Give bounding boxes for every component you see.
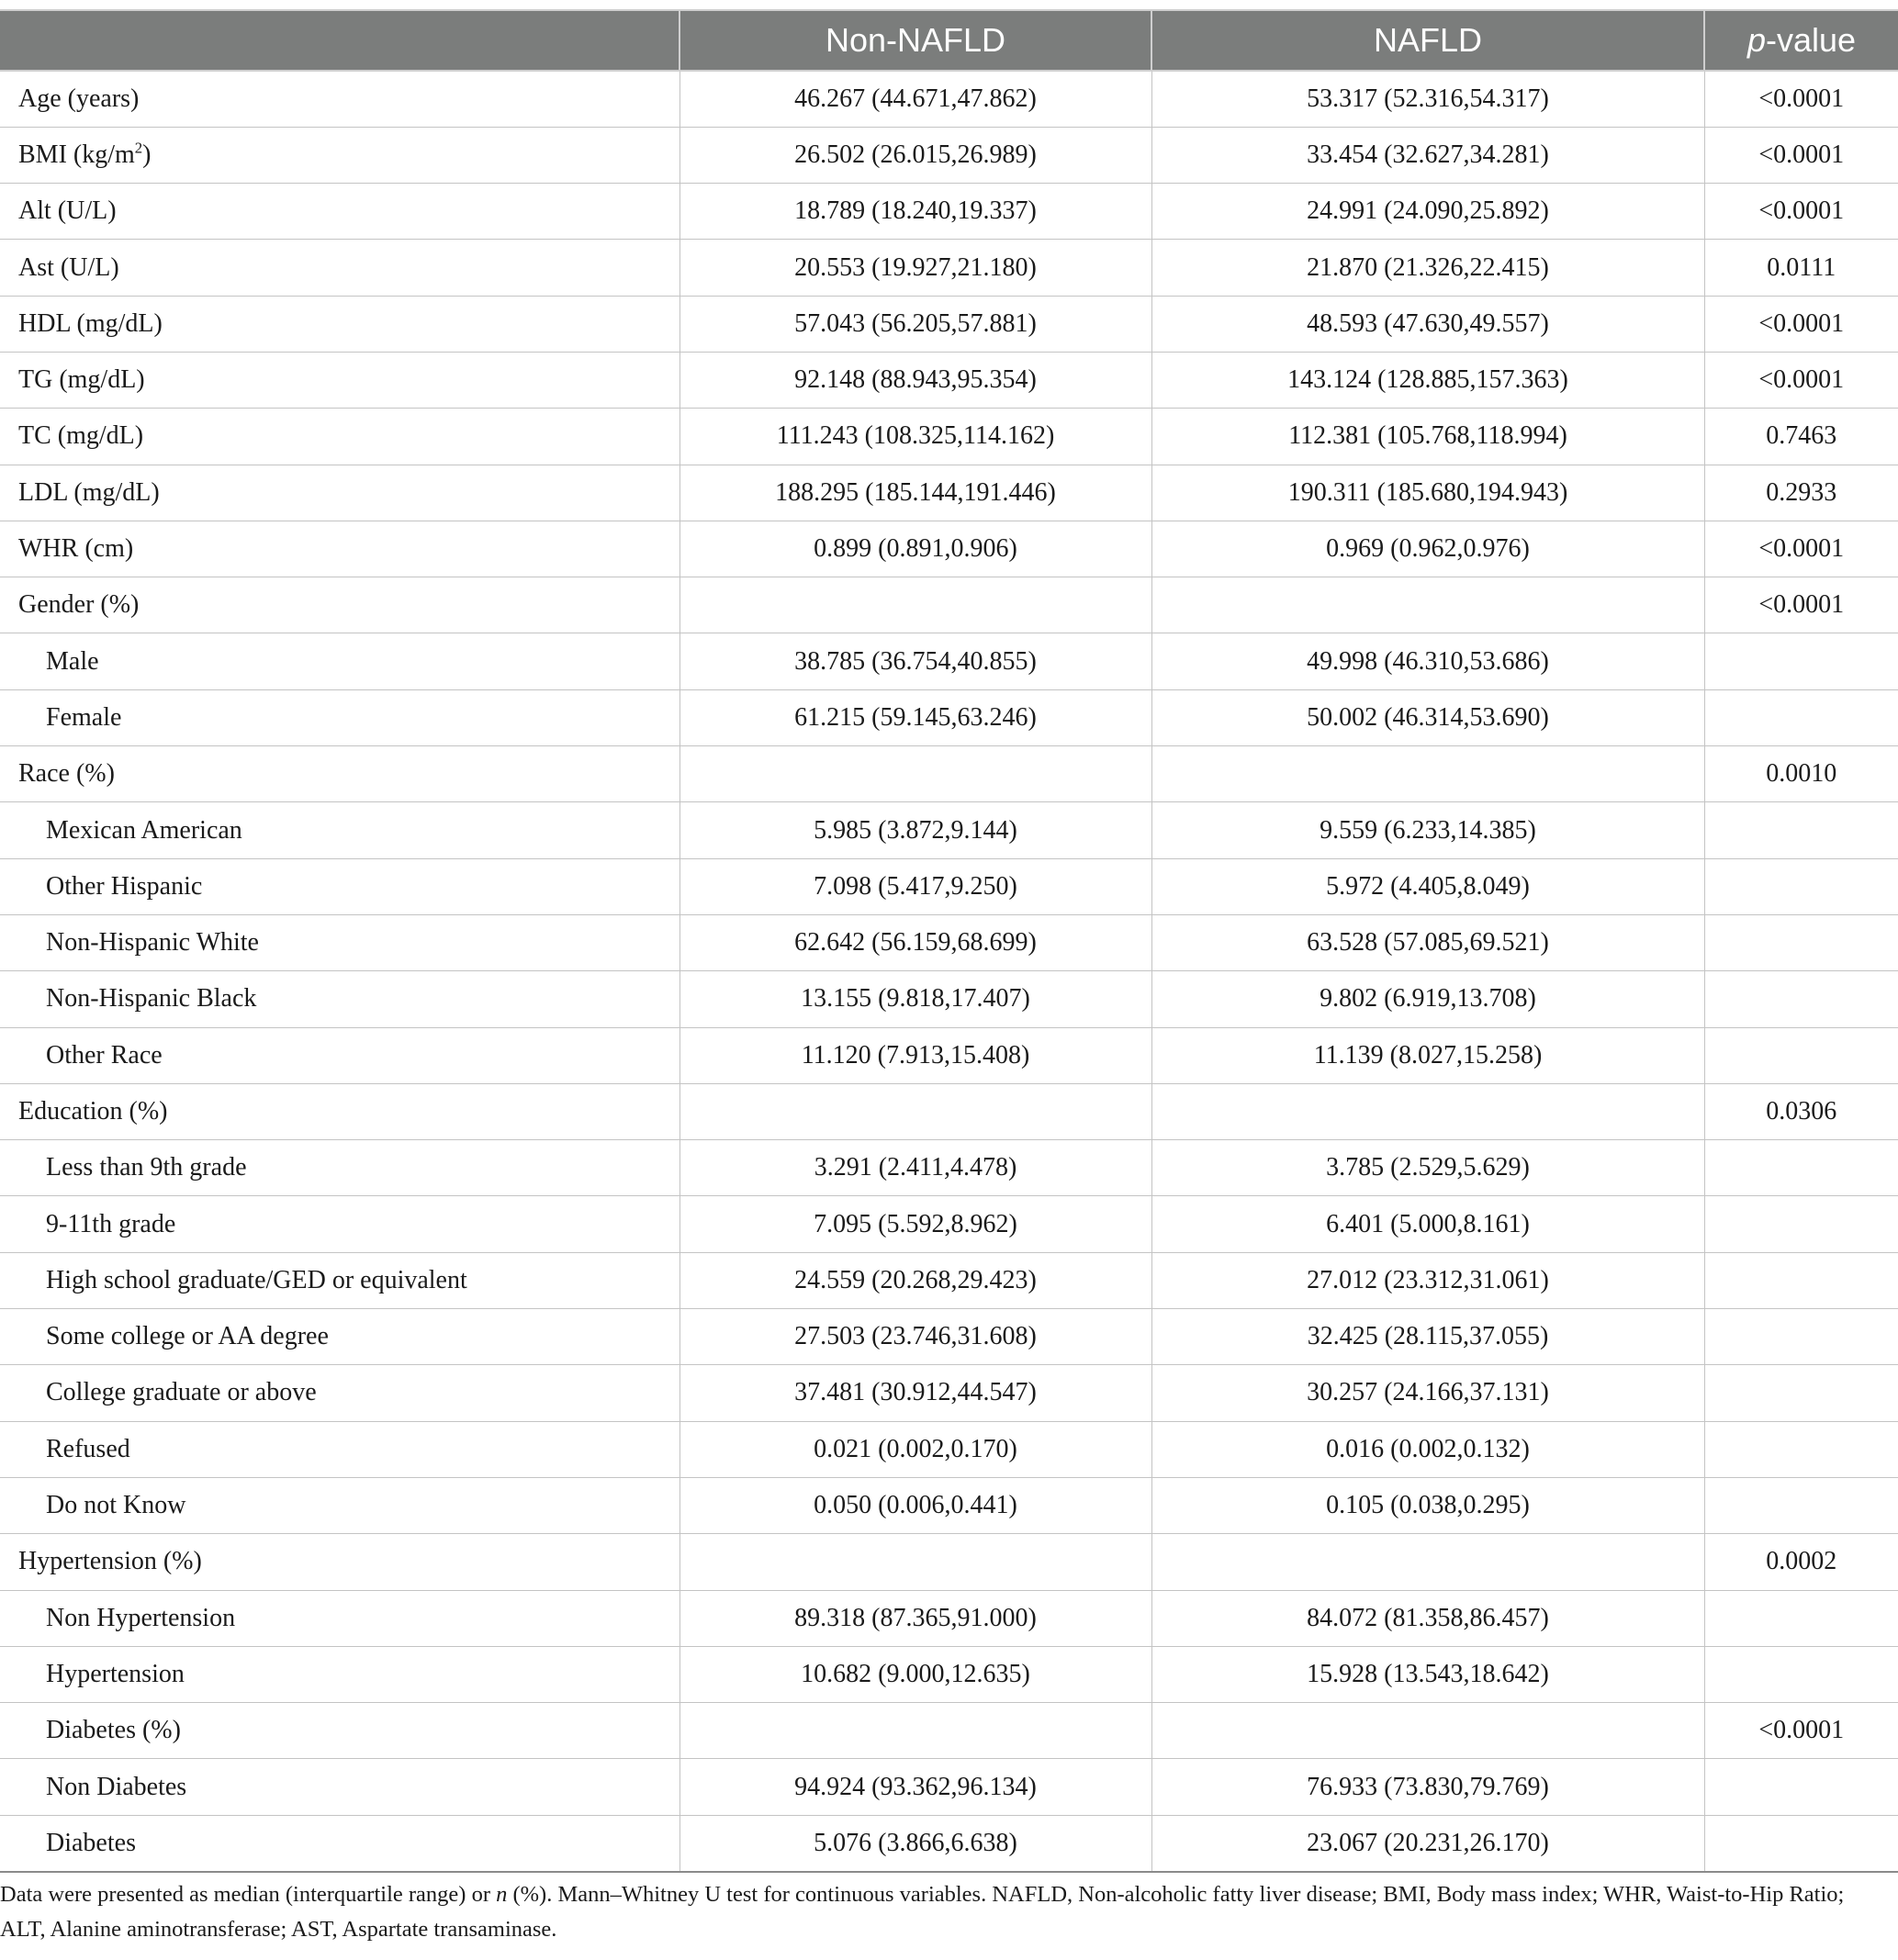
row-label: [0, 1027, 679, 1083]
data-table-container: [0, 9, 1898, 1873]
table-row: [0, 633, 1898, 689]
row-label-text: Ast (U/L): [18, 252, 119, 282]
row-label: [0, 577, 679, 633]
row-label-text: 9-11th grade: [46, 1209, 176, 1238]
row-label-text: Age (years): [18, 84, 140, 113]
row-label-text: Diabetes (%): [46, 1716, 181, 1745]
cell-p-value: 0.0111: [1704, 240, 1898, 296]
cell-non-nafld: 89.318 (87.365,91.000): [679, 1590, 1151, 1646]
cell-p-value: [1704, 1815, 1898, 1871]
cell-nafld: 5.972 (4.405,8.049): [1151, 858, 1704, 914]
row-label-text: Gender (%): [18, 590, 140, 620]
cell-nafld: 21.870 (21.326,22.415): [1151, 240, 1704, 296]
cell-nafld: 32.425 (28.115,37.055): [1151, 1309, 1704, 1365]
table-row: [0, 1083, 1898, 1139]
row-label-text: Female: [46, 702, 122, 732]
table-row: [0, 1759, 1898, 1815]
row-label-text: TC (mg/dL): [18, 421, 144, 451]
cell-p-value: <0.0001: [1704, 184, 1898, 240]
cell-nafld: 143.124 (128.885,157.363): [1151, 352, 1704, 408]
cell-non-nafld: 188.295 (185.144,191.446): [679, 465, 1151, 521]
row-label: [0, 1534, 679, 1590]
row-label: [0, 689, 679, 745]
table-row: [0, 127, 1898, 183]
row-label-text: Non Hypertension: [46, 1603, 236, 1632]
row-label: [0, 465, 679, 521]
table-footnote: [0, 1877, 1882, 1947]
table-row: [0, 1365, 1898, 1421]
header-p-value: [1704, 10, 1898, 71]
row-label: [0, 1646, 679, 1702]
footnote-part2: (%). Mann–Whitney U test for continuous variables. NAFLD, Non-alcoholic fatty liver disease; BMI, Body mass index; WHR, Waist-to-Hip Ratio; ALT, Alanine aminotransferase; AST, Aspartate transaminase.: [0, 1882, 1845, 1942]
cell-p-value: [1704, 1759, 1898, 1815]
row-label: [0, 184, 679, 240]
cell-non-nafld: 3.291 (2.411,4.478): [679, 1140, 1151, 1196]
row-label: [0, 1083, 679, 1139]
row-label-text: Non-Hispanic Black: [46, 984, 257, 1014]
cell-nafld: 9.802 (6.919,13.708): [1151, 971, 1704, 1027]
cell-p-value: [1704, 1027, 1898, 1083]
row-label-text: Refused: [46, 1434, 130, 1463]
cell-nafld: 76.933 (73.830,79.769): [1151, 1759, 1704, 1815]
cell-non-nafld: 92.148 (88.943,95.354): [679, 352, 1151, 408]
footnote-n: n: [496, 1882, 508, 1907]
cell-nafld: 3.785 (2.529,5.629): [1151, 1140, 1704, 1196]
row-label-text: Hypertension: [46, 1659, 185, 1688]
footnote-part1: Data were presented as median (interquartile range) or: [0, 1882, 497, 1907]
cell-p-value: [1704, 1365, 1898, 1421]
cell-nafld: 23.067 (20.231,26.170): [1151, 1815, 1704, 1871]
cell-p-value: <0.0001: [1704, 352, 1898, 408]
cell-nafld: 0.016 (0.002,0.132): [1151, 1421, 1704, 1477]
row-label: [0, 1815, 679, 1871]
row-label-text: BMI (kg/m: [18, 140, 135, 169]
row-label: [0, 1196, 679, 1252]
cell-non-nafld: 111.243 (108.325,114.162): [679, 409, 1151, 465]
header-non-nafld: Non-NAFLD: [679, 10, 1151, 71]
table-row: [0, 1309, 1898, 1365]
cell-nafld: [1151, 1703, 1704, 1759]
table-row: [0, 465, 1898, 521]
row-label: [0, 1140, 679, 1196]
cell-p-value: <0.0001: [1704, 296, 1898, 352]
cell-p-value: [1704, 1252, 1898, 1308]
row-label: [0, 633, 679, 689]
table-row: [0, 71, 1898, 127]
cell-p-value: 0.2933: [1704, 465, 1898, 521]
row-label-text: Diabetes: [46, 1828, 136, 1857]
cell-nafld: 48.593 (47.630,49.557): [1151, 296, 1704, 352]
cell-non-nafld: 26.502 (26.015,26.989): [679, 127, 1151, 183]
cell-p-value: [1704, 1421, 1898, 1477]
table-row: [0, 577, 1898, 633]
cell-non-nafld: [679, 1703, 1151, 1759]
cell-p-value: 0.0010: [1704, 746, 1898, 802]
row-label: [0, 746, 679, 802]
table-row: [0, 1590, 1898, 1646]
table-row: [0, 746, 1898, 802]
row-label-text: Some college or AA degree: [46, 1322, 329, 1351]
cell-p-value: [1704, 914, 1898, 970]
table-row: [0, 296, 1898, 352]
cell-non-nafld: 62.642 (56.159,68.699): [679, 914, 1151, 970]
row-label: [0, 521, 679, 577]
cell-non-nafld: 13.155 (9.818,17.407): [679, 971, 1151, 1027]
row-label: [0, 914, 679, 970]
table-row: [0, 409, 1898, 465]
row-label: [0, 352, 679, 408]
cell-p-value: [1704, 1477, 1898, 1533]
row-label-tail: ): [142, 140, 152, 169]
row-label-superscript: 2: [134, 139, 143, 157]
table-row: [0, 184, 1898, 240]
row-label-text: Male: [46, 646, 99, 676]
cell-non-nafld: 0.021 (0.002,0.170): [679, 1421, 1151, 1477]
row-label-text: Mexican American: [46, 815, 242, 845]
cell-p-value: <0.0001: [1704, 1703, 1898, 1759]
table-row: [0, 352, 1898, 408]
row-label-text: Education (%): [18, 1096, 168, 1126]
cell-nafld: 50.002 (46.314,53.690): [1151, 689, 1704, 745]
cell-nafld: 33.454 (32.627,34.281): [1151, 127, 1704, 183]
table-row: [0, 1252, 1898, 1308]
row-label-text: TG (mg/dL): [18, 365, 145, 395]
cell-p-value: <0.0001: [1704, 127, 1898, 183]
row-label-text: Alt (U/L): [18, 196, 117, 226]
row-label-text: Non Diabetes: [46, 1772, 187, 1801]
table-row: [0, 914, 1898, 970]
row-label-text: WHR (cm): [18, 534, 134, 564]
cell-non-nafld: 0.899 (0.891,0.906): [679, 521, 1151, 577]
cell-nafld: 24.991 (24.090,25.892): [1151, 184, 1704, 240]
table-row: [0, 1421, 1898, 1477]
cell-nafld: 0.969 (0.962,0.976): [1151, 521, 1704, 577]
row-label-text: HDL (mg/dL): [18, 308, 163, 338]
cell-non-nafld: 7.098 (5.417,9.250): [679, 858, 1151, 914]
cell-p-value: 0.0306: [1704, 1083, 1898, 1139]
row-label: [0, 409, 679, 465]
cell-p-value: [1704, 689, 1898, 745]
cell-nafld: 15.928 (13.543,18.642): [1151, 1646, 1704, 1702]
cell-nafld: 27.012 (23.312,31.061): [1151, 1252, 1704, 1308]
characteristics-table: [0, 9, 1898, 1873]
cell-p-value: [1704, 1646, 1898, 1702]
cell-nafld: [1151, 1083, 1704, 1139]
row-label-text: Do not Know: [46, 1491, 186, 1520]
cell-p-value: [1704, 1309, 1898, 1365]
cell-non-nafld: 11.120 (7.913,15.408): [679, 1027, 1151, 1083]
row-label-text: High school graduate/GED or equivalent: [46, 1265, 467, 1294]
cell-p-value: 0.7463: [1704, 409, 1898, 465]
cell-nafld: 112.381 (105.768,118.994): [1151, 409, 1704, 465]
row-label: [0, 1759, 679, 1815]
header-blank: [0, 10, 679, 71]
cell-non-nafld: 38.785 (36.754,40.855): [679, 633, 1151, 689]
cell-nafld: 190.311 (185.680,194.943): [1151, 465, 1704, 521]
table-row: [0, 1140, 1898, 1196]
table-row: [0, 1196, 1898, 1252]
row-label: [0, 240, 679, 296]
cell-nafld: 63.528 (57.085,69.521): [1151, 914, 1704, 970]
table-row: [0, 521, 1898, 577]
table-row: [0, 802, 1898, 858]
table-row: [0, 240, 1898, 296]
row-label-text: Non-Hispanic White: [46, 928, 259, 958]
cell-non-nafld: [679, 577, 1151, 633]
cell-p-value: <0.0001: [1704, 577, 1898, 633]
cell-non-nafld: 0.050 (0.006,0.441): [679, 1477, 1151, 1533]
cell-non-nafld: 7.095 (5.592,8.962): [679, 1196, 1151, 1252]
cell-nafld: [1151, 746, 1704, 802]
cell-nafld: 49.998 (46.310,53.686): [1151, 633, 1704, 689]
table-row: [0, 1815, 1898, 1871]
cell-non-nafld: 5.076 (3.866,6.638): [679, 1815, 1151, 1871]
cell-p-value: <0.0001: [1704, 71, 1898, 127]
cell-p-value: [1704, 971, 1898, 1027]
cell-non-nafld: 61.215 (59.145,63.246): [679, 689, 1151, 745]
row-label: [0, 802, 679, 858]
table-header-row: [0, 10, 1898, 71]
header-p-italic: p: [1746, 21, 1766, 59]
row-label-text: Race (%): [18, 759, 115, 789]
row-label: [0, 1421, 679, 1477]
cell-p-value: [1704, 1196, 1898, 1252]
row-label: [0, 1477, 679, 1533]
row-label: [0, 127, 679, 183]
cell-nafld: 84.072 (81.358,86.457): [1151, 1590, 1704, 1646]
cell-non-nafld: [679, 746, 1151, 802]
table-row: [0, 1477, 1898, 1533]
cell-p-value: [1704, 802, 1898, 858]
cell-p-value: [1704, 1590, 1898, 1646]
cell-nafld: 53.317 (52.316,54.317): [1151, 71, 1704, 127]
cell-non-nafld: 57.043 (56.205,57.881): [679, 296, 1151, 352]
cell-non-nafld: [679, 1083, 1151, 1139]
table-row: [0, 858, 1898, 914]
cell-nafld: 0.105 (0.038,0.295): [1151, 1477, 1704, 1533]
row-label: [0, 1703, 679, 1759]
row-label-text: College graduate or above: [46, 1378, 317, 1407]
cell-p-value: 0.0002: [1704, 1534, 1898, 1590]
cell-nafld: [1151, 577, 1704, 633]
cell-non-nafld: 46.267 (44.671,47.862): [679, 71, 1151, 127]
header-p-suffix: -value: [1765, 21, 1857, 59]
cell-non-nafld: 27.503 (23.746,31.608): [679, 1309, 1151, 1365]
row-label-text: Other Hispanic: [46, 871, 203, 901]
table-row: [0, 1534, 1898, 1590]
cell-p-value: <0.0001: [1704, 521, 1898, 577]
cell-nafld: 11.139 (8.027,15.258): [1151, 1027, 1704, 1083]
cell-non-nafld: 10.682 (9.000,12.635): [679, 1646, 1151, 1702]
header-nafld: NAFLD: [1151, 10, 1704, 71]
cell-non-nafld: 5.985 (3.872,9.144): [679, 802, 1151, 858]
cell-nafld: 6.401 (5.000,8.161): [1151, 1196, 1704, 1252]
table-row: [0, 1646, 1898, 1702]
cell-p-value: [1704, 858, 1898, 914]
cell-non-nafld: 24.559 (20.268,29.423): [679, 1252, 1151, 1308]
cell-non-nafld: 20.553 (19.927,21.180): [679, 240, 1151, 296]
row-label: [0, 1590, 679, 1646]
table-row: [0, 971, 1898, 1027]
cell-nafld: 9.559 (6.233,14.385): [1151, 802, 1704, 858]
cell-p-value: [1704, 633, 1898, 689]
table-body: [0, 71, 1898, 1872]
row-label: [0, 1252, 679, 1308]
cell-p-value: [1704, 1140, 1898, 1196]
cell-non-nafld: [679, 1534, 1151, 1590]
row-label: [0, 1309, 679, 1365]
row-label: [0, 1365, 679, 1421]
cell-nafld: [1151, 1534, 1704, 1590]
cell-non-nafld: 18.789 (18.240,19.337): [679, 184, 1151, 240]
row-label: [0, 971, 679, 1027]
cell-non-nafld: 94.924 (93.362,96.134): [679, 1759, 1151, 1815]
cell-nafld: 30.257 (24.166,37.131): [1151, 1365, 1704, 1421]
row-label-text: Hypertension (%): [18, 1547, 202, 1576]
table-row: [0, 689, 1898, 745]
table-row: [0, 1703, 1898, 1759]
row-label: [0, 296, 679, 352]
table-row: [0, 1027, 1898, 1083]
cell-non-nafld: 37.481 (30.912,44.547): [679, 1365, 1151, 1421]
row-label: [0, 858, 679, 914]
row-label-text: Less than 9th grade: [46, 1153, 247, 1182]
row-label-text: LDL (mg/dL): [18, 477, 160, 507]
row-label-text: Other Race: [46, 1040, 163, 1070]
row-label: [0, 71, 679, 127]
